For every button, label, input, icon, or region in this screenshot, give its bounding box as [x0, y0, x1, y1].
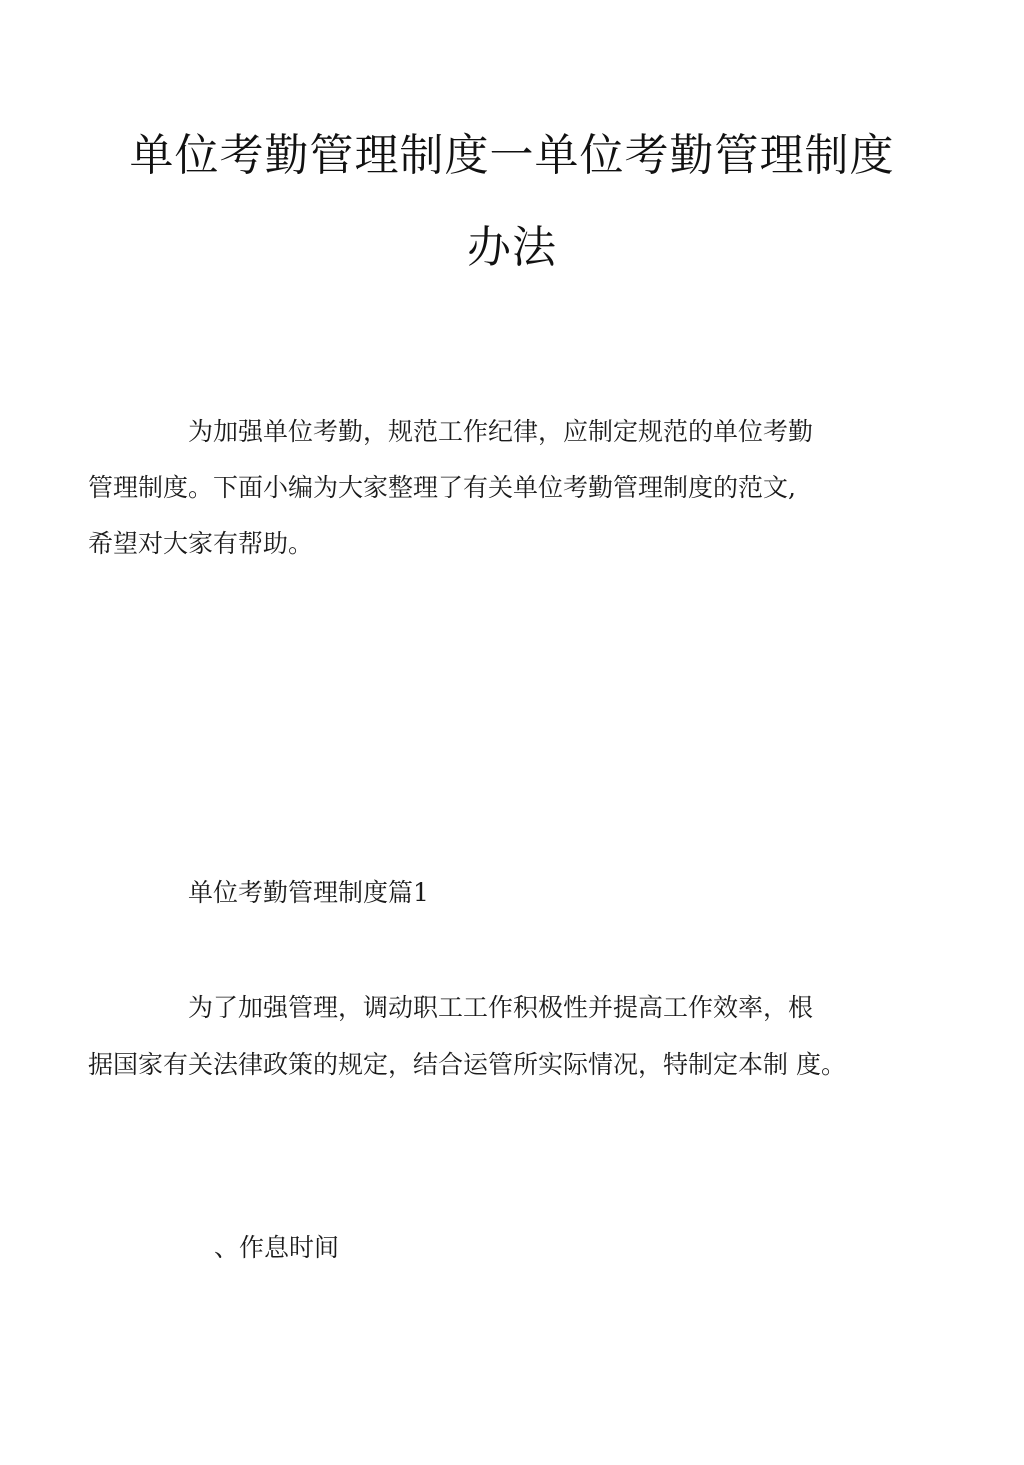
document-title-line-1: 单位考勤管理制度一单位考勤管理制度	[129, 130, 895, 181]
intro-line-3: 希望对大家有帮助。	[88, 529, 314, 558]
subheading-work-hours: 、作息时间	[214, 1233, 340, 1262]
intro-line-1: 为加强单位考勤，规范工作纪律，应制定规范的单位考勤	[188, 417, 814, 446]
section-para-line-1: 为了加强管理，调动职工工作积极性并提高工作效率，根	[188, 993, 814, 1022]
document-title-line-2: 办法	[467, 222, 557, 273]
section-heading: 单位考勤管理制度篇1	[188, 878, 429, 907]
section-para-line-2: 据国家有关法律政策的规定，结合运管所实际情况，特制定本制 度。	[88, 1050, 846, 1079]
intro-line-2: 管理制度。下面小编为大家整理了有关单位考勤管理制度的范文,	[88, 473, 796, 502]
